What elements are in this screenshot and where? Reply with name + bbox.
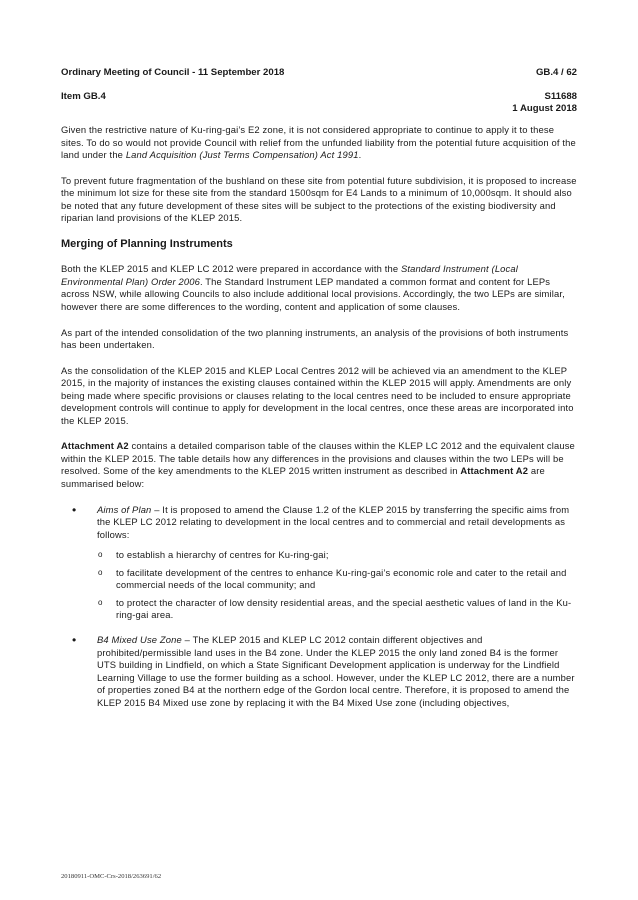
- item-title: Aims of Plan: [97, 503, 152, 515]
- aims-sublist: [97, 549, 579, 622]
- document-body: [61, 124, 579, 721]
- paragraph-e2-zone: Given the restrictive nature of Ku-ring-gai’s E2 zone, it is not considered appropriate to continue to apply it to these sites. To do so would not provide Council with relief from the unfunded liability from the potential future acquisition of the land under the Land Acquisition (Just Terms Compensation) Act 1991.: [61, 124, 576, 161]
- order-title: Standard Instrument (Local Environmental Plan) Order 2006: [61, 263, 518, 287]
- bullet-icon: •: [72, 632, 77, 647]
- sub-list-item: o to facilitate development of the centres to enhance Ku-ring-gai’s economic role and cater to the retail and commercial needs of the local community; and: [98, 566, 567, 591]
- reference-number: S11688: [544, 91, 577, 102]
- item-number: Item GB.4: [61, 91, 106, 102]
- paragraph-consolidation: As part of the intended consolidation of the two planning instruments, an analysis of the provisions of both instruments has been undertaken.: [61, 326, 569, 351]
- sub-list-item: o to establish a hierarchy of centres for Ku-ring-gai;: [98, 549, 329, 561]
- paragraph-standard-instrument: Both the KLEP 2015 and KLEP LC 2012 were prepared in accordance with the Standard Instrument (Local Environmental Plan) Order 2006. The Standard Instrument LEP mandated a common format and content for LEPs across NSW, while allowing Councils to also include additional local provisions. Accordingly, the two LEPs are similar, however there are some differences to the wording, content and application of some clauses.: [61, 263, 565, 313]
- attachment-reference: Attachment A2: [460, 465, 529, 477]
- circle-bullet-icon: o: [98, 567, 103, 577]
- circle-bullet-icon: o: [98, 597, 103, 607]
- sub-list-item: o to protect the character of low density residential areas, and the special aesthetic values of land in the Ku-ring-gai area.: [98, 596, 572, 621]
- report-date: 1 August 2018: [512, 103, 577, 114]
- page-reference: GB.4 / 62: [535, 67, 577, 78]
- item-title: B4 Mixed Use Zone: [97, 633, 182, 645]
- circle-bullet-icon: o: [98, 550, 103, 560]
- list-item-b4-mixed-use: • B4 Mixed Use Zone – The KLEP 2015 and KLEP LC 2012 contain different objectives and prohibited/permissible land uses in the B4 zone. Under the KLEP 2015 the only land zoned B4 is the former UTS building in Lindfield, on which a State Significant Development application is underway for the Lindfield Learning Village to use the former building as a school. However, under the KLEP LC 2012, there are a number of properties zoned B4 at the northern edge of the Gordon local centre. Therefore, it is proposed to amend the KLEP 2015 B4 Mixed use zone by replacing it with the B4 Mixed Use zone (including objectives,: [72, 632, 575, 708]
- paragraph-attachment: Attachment A2 contains a detailed comparison table of the clauses within the KLEP LC 2012 and the equivalent clause within the KLEP 2015. The table details how any differences in the provisions and clauses within the two LEPs will be resolved. Some of the key amendments to the KLEP 2015 written instrument as described in Attachment A2 are summarised below:: [61, 440, 575, 490]
- meeting-title: Ordinary Meeting of Council - 11 September 2018: [61, 67, 285, 78]
- bullet-icon: •: [72, 502, 77, 517]
- section-heading: Merging of Planning Instruments: [61, 237, 233, 250]
- paragraph-lot-size: To prevent future fragmentation of the bushland on these site from potential future subdivision, it is proposed to increase the minimum lot size for these site from the standard 1500sqm for E4 Lands to a minimum of 10,000sqm. It should also be noted that any future development of these sites will be subject to the protections of the existing biodiversity and riparian land provisions of the KLEP 2015.: [61, 174, 577, 224]
- paragraph-amendment: As the consolidation of the KLEP 2015 and KLEP Local Centres 2012 will be achieved via an amendment to the KLEP 2015, in the majority of instances the existing clauses contained within the KLEP 2015 will apply. Amendments are only being made where specific provisions or clauses relating to the local centres need to be included to ensure appropriate development controls will continue to apply for development in the local centres, once these areas are incorporated into the KLEP 2015.: [61, 364, 574, 426]
- act-title: Land Acquisition (Just Terms Compensation) Act 1991: [125, 149, 359, 161]
- amendments-list: [61, 504, 579, 710]
- attachment-reference: Attachment A2: [61, 440, 129, 452]
- list-item-aims-of-plan: • Aims of Plan – It is proposed to amend the Clause 1.2 of the KLEP 2015 by transferring the specific aims from the KLEP LC 2012 relating to development in the local centres and to commercial and retail developments as follows: o to establish a hierarchy of centres for Ku-ring-gai; o to facilitate development of the centres to enhance Ku-ring-gai’s economic role and cater to the retail and commercial needs of the local community; and o to protect the character of low density residential areas, and the special aesthetic values of land in the Ku-ring-gai area.: [61, 504, 579, 622]
- document-footer: 20180911-OMC-Crs-2018/263691/62: [61, 873, 162, 880]
